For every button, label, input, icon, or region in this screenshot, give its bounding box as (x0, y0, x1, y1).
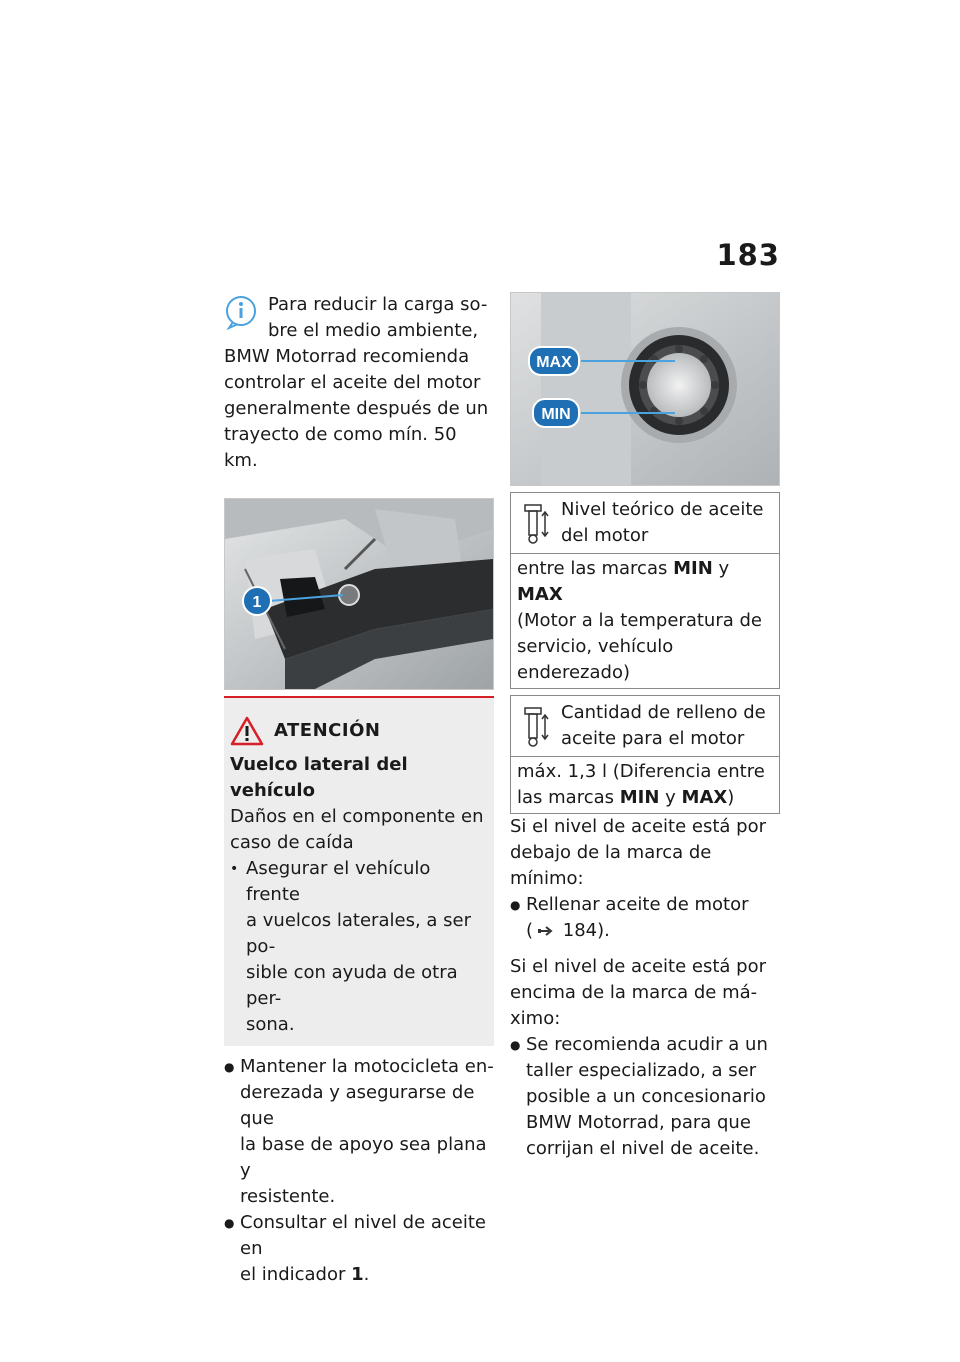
max-mark-label: MAX (536, 354, 572, 371)
spec-value (511, 554, 779, 688)
low-level-text: Si el nivel de aceite está por (510, 816, 766, 837)
spec-title-line: Cantidad de relleno de (561, 702, 766, 723)
step-item (224, 1210, 494, 1288)
step-line: taller especializado, a ser (526, 1060, 757, 1081)
ref-text: ( (526, 920, 534, 941)
info-icon (224, 294, 258, 330)
measure-line: sona. (246, 1014, 295, 1035)
indicator-ref: 1 (351, 1264, 364, 1285)
warning-header (230, 716, 488, 746)
low-level-steps (510, 892, 780, 944)
measure-line: • Asegurar el vehículo frente (246, 858, 431, 905)
steps-list (224, 1054, 494, 1288)
spec-title-line: del motor (561, 525, 649, 546)
warning-subtitle: Vuelco lateral del vehículo (230, 754, 408, 801)
step-line: BMW Motorrad, para que (526, 1112, 751, 1133)
warning-title: ATENCIÓN (274, 720, 381, 741)
step-line: ● Rellenar aceite de motor (526, 894, 749, 915)
ref-page: 184). (557, 920, 610, 941)
warning-box (224, 696, 494, 1046)
spec-header (511, 493, 779, 554)
step-line: la base de apoyo sea plana y (240, 1134, 487, 1181)
page-reference[interactable] (526, 918, 780, 944)
sight-glass-illustration (511, 293, 779, 485)
spec-text: ) (727, 787, 735, 808)
warning-measure (230, 856, 488, 1038)
page-number: 183 (716, 238, 780, 272)
step-line: corrijan el nivel de aceite. (526, 1138, 760, 1159)
step-line: resistente. (240, 1186, 336, 1207)
high-level-text: Si el nivel de aceite está por (510, 956, 766, 977)
min-label: MIN (673, 558, 713, 579)
warning-desc-line: Daños en el componente en (230, 806, 484, 827)
step-item (510, 892, 780, 944)
step-line: posible a un concesionario (526, 1086, 766, 1107)
spec-value-line: máx. 1,3 l (Diferencia entre (517, 761, 765, 782)
oil-indicator-photo (224, 498, 494, 690)
spec-header (511, 696, 779, 757)
high-level-text: ximo: (510, 1008, 561, 1029)
min-label: MIN (619, 787, 660, 808)
info-line: Para reducir la carga so- (268, 294, 488, 315)
max-label: MAX (517, 584, 563, 605)
max-label: MAX (681, 787, 728, 808)
step-tail: . (363, 1264, 370, 1285)
spec-title-line: Nivel teórico de aceite (561, 499, 764, 520)
spec-text: y (659, 787, 682, 808)
spec-title-line: aceite para el motor (561, 728, 745, 749)
spec-value (511, 757, 779, 813)
step-line: derezada y asegurarse de que (240, 1082, 475, 1129)
measure-line: a vuelcos laterales, a ser po- (246, 910, 471, 957)
right-column (510, 292, 780, 1162)
measure-line: sible con ayuda de otra per- (246, 962, 458, 1009)
callout-label: 1 (252, 594, 262, 611)
info-line: BMW Motorrad recomienda (224, 346, 470, 367)
step-line: ● Mantener la motocicleta en- (240, 1056, 494, 1077)
oil-dipstick-icon (519, 501, 553, 545)
left-column (224, 292, 494, 1288)
spec-text: y (712, 558, 730, 579)
step-text: el indicador (240, 1264, 352, 1285)
high-level-steps (510, 1032, 780, 1162)
reference-arrow-icon (537, 925, 555, 937)
warning-measures (230, 856, 488, 1038)
step-item (224, 1054, 494, 1210)
oil-sight-glass-photo (510, 292, 780, 486)
oil-dipstick-icon (519, 704, 553, 748)
info-line: generalmente después de un (224, 398, 489, 419)
spec-value-line: servicio, vehículo enderezado) (517, 636, 674, 683)
spec-oil-level (510, 492, 780, 689)
spec-text: entre las marcas (517, 558, 674, 579)
low-level-text: debajo de la marca de mínimo: (510, 842, 712, 889)
spec-value-line (517, 556, 773, 608)
step-line: ● Consultar el nivel de aceite en (240, 1212, 486, 1259)
spec-refill-quantity (510, 695, 780, 814)
warning-triangle-icon (230, 716, 264, 746)
step-item (510, 1032, 780, 1162)
info-line: bre el medio ambiente, (268, 320, 479, 341)
spec-value-line: (Motor a la temperatura de (517, 610, 762, 631)
engine-illustration (225, 499, 493, 689)
info-note (224, 292, 494, 474)
step-line: ● Se recomienda acudir a un (526, 1034, 768, 1055)
info-line: trayecto de como mín. 50 km. (224, 424, 457, 471)
warning-desc-line: caso de caída (230, 832, 354, 853)
spec-text: las marcas (517, 787, 620, 808)
min-mark-label: MIN (541, 406, 571, 423)
spec-value-line (517, 785, 773, 811)
info-line: controlar el aceite del motor (224, 372, 481, 393)
step-line-last (240, 1262, 494, 1288)
high-level-text: encima de la marca de má- (510, 982, 758, 1003)
